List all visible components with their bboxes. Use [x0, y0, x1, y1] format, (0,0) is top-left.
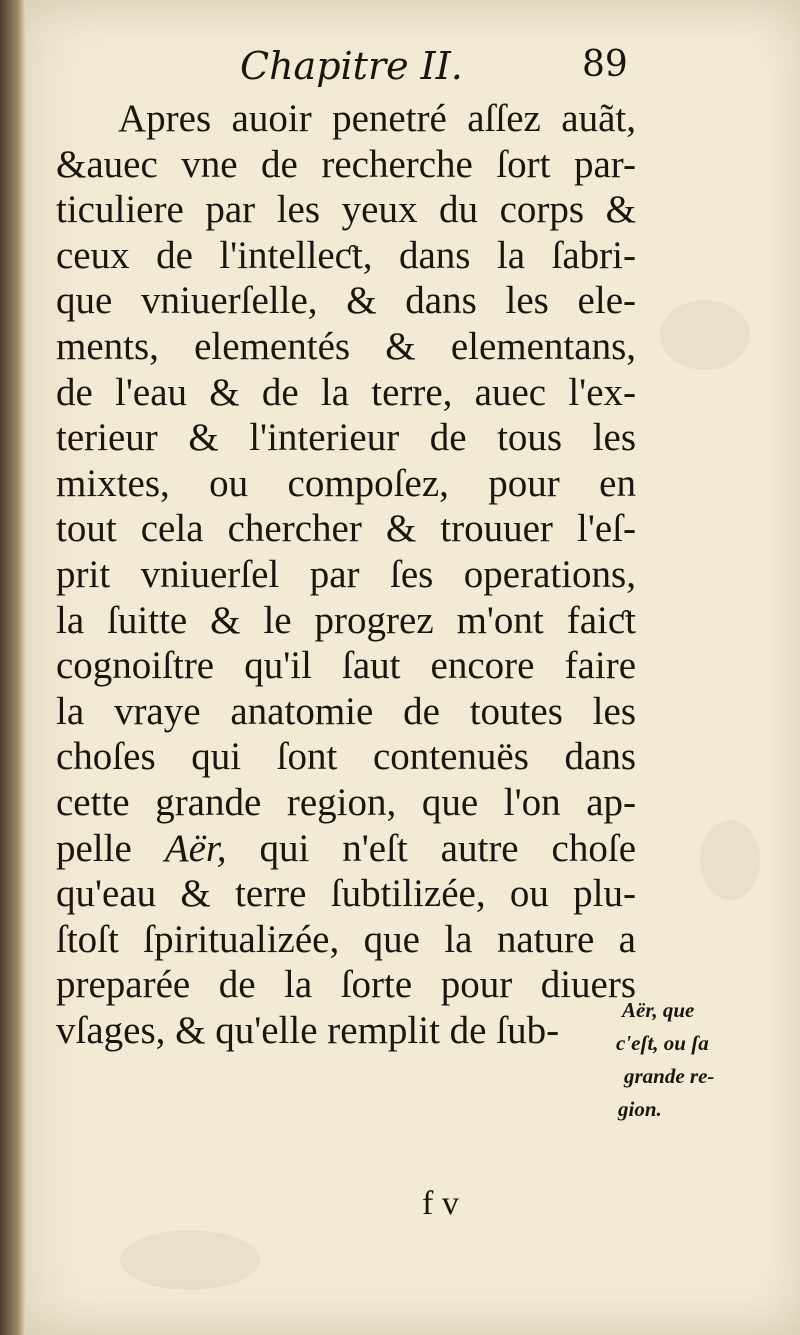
- text-line: &auec vne de recherche ſort par-: [56, 142, 636, 186]
- text-line: [56, 826, 636, 872]
- text-line: choſes qui ſont contenuës dans: [56, 735, 636, 779]
- binding-gutter: [0, 0, 26, 1335]
- signature-mark: f v: [422, 1185, 459, 1222]
- text-line: que vniuerſelle, & dans les ele-: [56, 279, 636, 323]
- text-line: ſtoſt ſpiritualizée, que la nature a: [56, 917, 636, 961]
- text-line: ceux de l'intelleƈt, dans la ſabri-: [56, 233, 636, 277]
- margin-note: [616, 994, 766, 1126]
- text-line: prit vniuerſel par ſes operations,: [56, 552, 636, 596]
- text-line: de l'eau & de la terre, auec l'ex-: [56, 370, 636, 414]
- margin-note-line: gion.: [618, 1097, 662, 1121]
- text-line: la ſuitte & le progrez m'ont faiƈt: [56, 598, 636, 642]
- paper-stain: [120, 1230, 260, 1290]
- margin-note-line: grande re-: [624, 1064, 715, 1088]
- text-line: cette grande region, que l'on ap-: [56, 780, 636, 824]
- text-line: cognoiſtre qu'il ſaut encore faire: [56, 644, 636, 688]
- text-line: ticuliere par les yeux du corps &: [56, 188, 636, 232]
- text-line: preparée de la ſorte pour diuers: [56, 963, 636, 1007]
- text-fragment: qui n'eſt autre choſe: [259, 826, 637, 870]
- paper-stain: [700, 820, 760, 900]
- paper-stain: [660, 300, 750, 370]
- text-line: vſages, & qu'elle remplit de ſub-: [56, 1008, 560, 1052]
- text-line: terieur & l'interieur de tous les: [56, 416, 636, 460]
- margin-note-line: Aër, que: [622, 998, 695, 1022]
- running-head: Chapitre II.: [240, 44, 463, 88]
- text-line: ments, elementés & elementans,: [56, 324, 636, 368]
- text-line: qu'eau & terre ſubtilizée, ou plu-: [56, 872, 636, 916]
- italic-term: Aër,: [164, 826, 227, 870]
- text-line: mixtes, ou compoſez, pour en: [56, 461, 636, 505]
- text-line: Apres auoir penetré aſſez auãt,: [118, 97, 636, 140]
- text-fragment: pelle: [56, 826, 132, 870]
- body-paragraph: [56, 96, 636, 1053]
- margin-note-line: c'eſt, ou ſa: [616, 1031, 709, 1055]
- page-number: 89: [582, 44, 628, 85]
- text-line: tout cela chercher & trouuer l'eſ-: [56, 507, 636, 551]
- text-line: la vraye anatomie de toutes les: [56, 689, 636, 733]
